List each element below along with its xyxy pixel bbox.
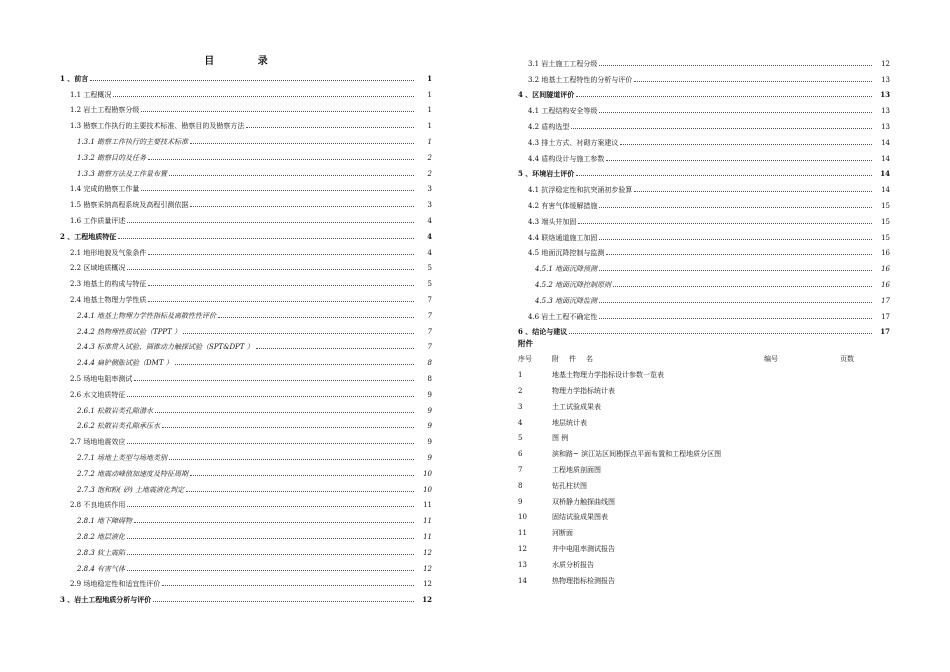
toc-entry-label: 4.6 岩土工程不确定性	[528, 312, 598, 321]
toc-dot-leader	[599, 302, 872, 303]
toc-dot-leader	[141, 190, 414, 191]
toc-entry[interactable]	[60, 509, 432, 525]
appendix-row-number: 14	[518, 576, 527, 585]
toc-entry[interactable]	[518, 115, 890, 131]
appendix-table	[518, 352, 890, 589]
toc-entry-page: 14	[880, 169, 890, 179]
toc-entry-page: 16	[881, 265, 890, 274]
toc-entry-label: 2 、工程地质特征	[60, 231, 117, 241]
toc-entry[interactable]	[60, 83, 432, 99]
appendix-col-name: 附件名	[552, 355, 603, 364]
toc-entry-label: 1.3 勘察工作执行的主要技术标准、勘察目的及勘察方法	[70, 122, 245, 131]
toc-entry-label: 4.4 联络通道施工加固	[528, 233, 598, 242]
toc-entry-label: 2.7.3 饱和粉( 砂) 土地震液化判定	[77, 485, 184, 494]
toc-entry-label: 4.2 有害气体缓解措施	[528, 201, 598, 210]
toc-entry-page: 9	[427, 453, 432, 462]
toc-entry[interactable]	[60, 162, 432, 178]
toc-entry-page: 9	[427, 422, 432, 431]
toc-dot-leader	[606, 254, 872, 255]
toc-entry[interactable]	[518, 52, 890, 68]
toc-dot-leader	[90, 80, 414, 81]
appendix-row-number: 1	[518, 371, 523, 380]
toc-entry-label: 4.5 地面沉降控制与监测	[528, 249, 605, 258]
appendix-row	[518, 542, 890, 558]
toc-entry-label: 6 、结论与建议	[518, 327, 568, 337]
toc-dot-leader	[569, 333, 872, 334]
appendix-row-number: 5	[518, 434, 523, 443]
toc-dot-leader	[148, 254, 414, 255]
appendix-col-code: 编号	[764, 355, 778, 364]
toc-entry[interactable]	[518, 321, 890, 337]
appendix-row-number: 4	[518, 418, 523, 427]
toc-entry[interactable]	[60, 446, 432, 462]
toc-entry[interactable]	[60, 272, 432, 288]
toc-entry-page: 1	[427, 122, 432, 131]
toc-entry-page: 11	[423, 517, 432, 526]
toc-dot-leader	[127, 222, 414, 223]
toc-entry-label: 2.4.4 扁铲侧胀试验（DMT ）	[77, 359, 173, 368]
toc-entry[interactable]	[60, 525, 432, 541]
appendix-row-name: 物理力学指标统计表	[552, 386, 615, 395]
toc-entry-page: 15	[881, 201, 890, 210]
toc-entry-label: 2.8.4 有害气体	[77, 564, 126, 573]
toc-entry[interactable]	[60, 288, 432, 304]
toc-entry-label: 2.8.3 软土震陷	[77, 548, 126, 557]
toc-entry-page: 12	[422, 595, 432, 605]
appendix-row-name: 工程地质剖面图	[552, 465, 601, 474]
toc-dot-leader	[186, 491, 414, 492]
toc-entry[interactable]	[60, 588, 432, 604]
toc-entry-label: 4.2 盾构选型	[528, 122, 570, 131]
toc-entry-label: 1.2 岩土工程勘察分级	[70, 106, 140, 115]
toc-entry-page: 13	[881, 122, 890, 131]
toc-entry-page: 12	[423, 564, 432, 573]
toc-entry-page: 9	[427, 438, 432, 447]
toc-entry-label: 1.6 工作质量评述	[70, 216, 126, 225]
toc-entry-label: 2.4 地基土物理力学性质	[70, 295, 147, 304]
appendix-row-name: 图 例	[552, 434, 569, 443]
toc-entry-page: 7	[427, 311, 432, 320]
toc-entry[interactable]	[518, 226, 890, 242]
toc-dot-leader	[134, 522, 414, 523]
toc-entry-page: 9	[427, 390, 432, 399]
toc-entry-page: 16	[881, 249, 890, 258]
toc-entry[interactable]	[60, 209, 432, 225]
appendix-row-number: 2	[518, 386, 523, 395]
appendix-row-number: 12	[518, 544, 527, 553]
appendix-row-number: 9	[518, 497, 523, 506]
toc-entry[interactable]	[518, 99, 890, 115]
appendix-row-name: 水质分析报告	[552, 560, 594, 569]
toc-dot-leader	[127, 269, 414, 270]
appendix-row-name: 井中电阻率测试报告	[552, 544, 615, 553]
appendix-row	[518, 574, 890, 590]
toc-entry-page: 13	[880, 90, 890, 100]
toc-dot-leader	[599, 112, 872, 113]
appendix-heading: 附件	[518, 339, 533, 349]
toc-entry-page: 14	[881, 154, 890, 163]
toc-entry-label: 2.6.2 松散岩类孔隙承压水	[77, 422, 161, 431]
toc-entry[interactable]	[60, 257, 432, 273]
toc-dot-leader	[127, 443, 414, 444]
toc-entry-label: 4.5.2 地面沉降控制原则	[535, 280, 612, 289]
toc-dot-leader	[620, 144, 872, 145]
appendix-row-name: 钻孔柱状图	[552, 481, 587, 490]
toc-dot-leader	[118, 238, 414, 239]
toc-entry-label: 2.2 区域地质概况	[70, 264, 126, 273]
toc-entry-label: 3 、岩土工程地质分析与评价	[60, 595, 152, 605]
toc-dot-leader	[613, 286, 872, 287]
toc-entry[interactable]	[60, 99, 432, 115]
toc-entry-page: 3	[427, 185, 432, 194]
toc-entry-page: 17	[881, 296, 890, 305]
toc-dot-leader	[256, 348, 414, 349]
toc-dot-leader	[155, 412, 414, 413]
toc-entry-page: 7	[427, 295, 432, 304]
toc-entry[interactable]	[518, 194, 890, 210]
appendix-row-number: 7	[518, 465, 523, 474]
toc-entry[interactable]	[60, 336, 432, 352]
toc-entry[interactable]	[60, 478, 432, 494]
toc-entry-label: 1.5 勘察采纳高程系统及高程引测依据	[70, 201, 189, 210]
toc-entry-page: 3	[427, 201, 432, 210]
toc-entry-page: 4	[427, 216, 432, 225]
toc-entry-page: 12	[423, 580, 432, 589]
toc-entry[interactable]	[518, 178, 890, 194]
appendix-row	[518, 479, 890, 495]
appendix-row-name: 热物理指标检测报告	[552, 576, 615, 585]
toc-dot-leader	[246, 127, 414, 128]
appendix-row	[518, 495, 890, 511]
toc-entry-page: 8	[427, 374, 432, 383]
toc-entry[interactable]	[60, 494, 432, 510]
appendix-row	[518, 416, 890, 432]
toc-entry-label: 2.4.3 标准贯入试验、圆锥动力触探试验（SPT&DPT ）	[77, 343, 254, 352]
toc-entry-page: 17	[880, 327, 890, 337]
toc-dot-leader	[127, 570, 414, 571]
appendix-row	[518, 447, 890, 463]
toc-entry[interactable]	[518, 242, 890, 258]
toc-dot-leader	[571, 128, 872, 129]
toc-entry[interactable]	[60, 541, 432, 557]
toc-entry-page: 2	[427, 153, 432, 162]
toc-entry[interactable]	[60, 430, 432, 446]
toc-entry[interactable]	[60, 130, 432, 146]
toc-dot-leader	[162, 427, 414, 428]
toc-dot-leader	[576, 175, 872, 176]
toc-dot-leader	[153, 601, 414, 602]
toc-dot-leader	[599, 270, 872, 271]
toc-entry-label: 4.1 抗浮稳定性和抗突涌初步验算	[528, 186, 633, 195]
toc-list-right	[518, 52, 890, 589]
toc-dot-leader	[218, 317, 414, 318]
toc-entry-label: 2.4.2 热物理性质试验（TPPT ）	[77, 327, 182, 336]
toc-entry-label: 1 、前言	[60, 73, 89, 83]
toc-dot-leader	[127, 396, 414, 397]
toc-dot-leader	[190, 143, 414, 144]
toc-entry-page: 4	[427, 231, 432, 241]
toc-entry-page: 4	[427, 248, 432, 257]
toc-entry-label: 5 、环境岩土评价	[518, 169, 575, 179]
toc-entry[interactable]	[518, 305, 890, 321]
toc-entry[interactable]	[518, 147, 890, 163]
toc-entry-label: 1.3.1 勘察工作执行的主要技术标准	[77, 137, 189, 146]
toc-entry-page: 7	[427, 327, 432, 336]
toc-entry-page: 11	[423, 532, 432, 541]
toc-entry-page: 5	[427, 280, 432, 289]
appendix-row	[518, 384, 890, 400]
toc-entry-label: 2.7.2 地震动峰值加速度及特征周期	[77, 469, 189, 478]
toc-entry-label: 2.8.2 地层液化	[77, 532, 126, 541]
appendix-row-name: 固结试验成果图表	[552, 513, 608, 522]
toc-dot-leader	[162, 585, 414, 586]
toc-entry-label: 4.3 端头井加固	[528, 217, 577, 226]
toc-entry-label: 4 、区间隧道评价	[518, 90, 575, 100]
appendix-row-name: 土工试验成果表	[552, 402, 601, 411]
toc-entry[interactable]	[60, 573, 432, 589]
toc-entry-label: 2.9 场地稳定性和适宜性评价	[70, 580, 161, 589]
toc-entry-page: 12	[423, 548, 432, 557]
toc-entry-page: 1	[427, 106, 432, 115]
appendix-row	[518, 558, 890, 574]
toc-dot-leader	[127, 554, 414, 555]
appendix-row-number: 13	[518, 560, 527, 569]
toc-entry[interactable]	[60, 351, 432, 367]
toc-dot-leader	[599, 239, 872, 240]
toc-entry-label: 4.5.1 地面沉降预测	[535, 265, 598, 274]
toc-entry-label: 2.8 不良地质作用	[70, 501, 126, 510]
toc-entry-label: 2.5 场地电阻率测试	[70, 374, 133, 383]
toc-dot-leader	[169, 175, 414, 176]
toc-entry-label: 2.4.1 地基土物理力学性指标及离散性性评价	[77, 311, 217, 320]
appendix-row-name: 地基土物理力学指标设计参数一览表	[552, 371, 664, 380]
appendix-row-name: 地层统计表	[552, 418, 587, 427]
toc-entry-label: 4.5.3 地面沉降监测	[535, 296, 598, 305]
toc-entry-label: 2.3 地基土的构成与特征	[70, 280, 147, 289]
toc-entry-page: 15	[881, 233, 890, 242]
toc-entry[interactable]	[60, 146, 432, 162]
toc-entry-label: 1.1 工程概况	[70, 90, 112, 99]
toc-entry-label: 2.7.1 场地土类型与场地类别	[77, 453, 168, 462]
toc-entry-label: 3.1 岩土施工工程分级	[528, 59, 598, 68]
toc-entry-page: 16	[881, 280, 890, 289]
toc-entry-label: 2.6.1 松散岩类孔隙潜水	[77, 406, 154, 415]
toc-entry[interactable]	[518, 84, 890, 100]
toc-entry-page: 14	[881, 186, 890, 195]
toc-dot-leader	[599, 207, 872, 208]
toc-title: 目 录	[204, 56, 288, 67]
toc-entry-label: 3.2 地基土工程特性的分析与评价	[528, 75, 633, 84]
toc-entry[interactable]	[60, 193, 432, 209]
toc-dot-leader	[183, 333, 414, 334]
toc-entry-label: 4.1 工程结构安全等级	[528, 107, 598, 116]
appendix-row-name: 河断面	[552, 529, 573, 538]
toc-entry[interactable]	[60, 225, 432, 241]
toc-entry[interactable]	[60, 241, 432, 257]
toc-dot-leader	[113, 96, 414, 97]
toc-entry-page: 10	[423, 485, 432, 494]
toc-entry[interactable]	[60, 367, 432, 383]
toc-dot-leader	[578, 223, 872, 224]
appendix-row	[518, 431, 890, 447]
toc-dot-leader	[576, 96, 872, 97]
toc-dot-leader	[634, 191, 872, 192]
toc-entry-page: 13	[881, 107, 890, 116]
toc-dot-leader	[190, 206, 414, 207]
toc-dot-leader	[175, 364, 414, 365]
appendix-header-row	[518, 352, 890, 368]
toc-entry-label: 1.3.3 勘察方法及工作量布置	[77, 169, 168, 178]
appendix-row	[518, 400, 890, 416]
toc-entry[interactable]	[518, 163, 890, 179]
toc-dot-leader	[127, 506, 414, 507]
toc-dot-leader	[141, 111, 414, 112]
toc-entry[interactable]	[60, 320, 432, 336]
toc-entry-page: 1	[427, 73, 432, 83]
toc-entry-page: 14	[881, 138, 890, 147]
toc-entry-label: 2.8.1 地下障碍物	[77, 517, 133, 526]
toc-entry[interactable]	[518, 68, 890, 84]
toc-entry[interactable]	[518, 131, 890, 147]
toc-entry-page: 2	[427, 169, 432, 178]
appendix-row-name: 双桥静力触探曲线图	[552, 497, 615, 506]
toc-entry-page: 9	[427, 406, 432, 415]
appendix-row	[518, 368, 890, 384]
toc-dot-leader	[148, 159, 414, 160]
toc-entry[interactable]	[60, 462, 432, 478]
toc-entry-page: 5	[427, 264, 432, 273]
toc-dot-leader	[148, 285, 414, 286]
toc-entry-label: 2.6 水文地质特征	[70, 390, 126, 399]
toc-entry-page: 1	[427, 90, 432, 99]
toc-dot-leader	[127, 538, 414, 539]
appendix-row-number: 10	[518, 513, 527, 522]
toc-dot-leader	[606, 160, 872, 161]
toc-entry[interactable]	[60, 415, 432, 431]
toc-entry[interactable]	[518, 210, 890, 226]
appendix-row-number: 11	[518, 529, 527, 538]
toc-entry-page: 1	[427, 137, 432, 146]
toc-dot-leader	[190, 475, 414, 476]
appendix-col-pages: 页数	[840, 355, 854, 364]
toc-entry-page: 10	[423, 469, 432, 478]
toc-entry-page: 15	[881, 217, 890, 226]
appendix-row	[518, 510, 890, 526]
toc-entry-page: 7	[427, 343, 432, 352]
appendix-row-number: 8	[518, 481, 523, 490]
toc-entry[interactable]	[60, 178, 432, 194]
toc-entry-label: 4.3 排土方式、衬砌方案建议	[528, 138, 619, 147]
toc-dot-leader	[169, 459, 414, 460]
toc-entry[interactable]	[518, 257, 890, 273]
toc-entry[interactable]	[60, 557, 432, 573]
toc-dot-leader	[634, 81, 872, 82]
toc-dot-leader	[599, 65, 872, 66]
appendix-row-number: 3	[518, 402, 523, 411]
toc-entry-label: 2.1 地形地貌及气象条件	[70, 248, 147, 257]
appendix-row-name: 滨和路~ 滨江站区间勘探点平面布置和工程地质分区图	[552, 450, 722, 459]
toc-dot-leader	[134, 380, 414, 381]
toc-entry-label: 1.4 完成的勘察工作量	[70, 185, 140, 194]
toc-entry[interactable]	[60, 304, 432, 320]
appendix-row-number: 6	[518, 450, 523, 459]
toc-entry-page: 17	[881, 312, 890, 321]
appendix-col-number: 序号	[518, 355, 532, 364]
toc-entry-page: 13	[881, 75, 890, 84]
toc-entry[interactable]	[60, 383, 432, 399]
toc-dot-leader	[599, 318, 872, 319]
appendix-row	[518, 463, 890, 479]
toc-entry-label: 2.7 场地地震效应	[70, 438, 126, 447]
toc-entry[interactable]	[60, 399, 432, 415]
toc-entry-label: 1.3.2 勘察目的及任务	[77, 153, 147, 162]
toc-entry[interactable]	[518, 289, 890, 305]
toc-dot-leader	[148, 301, 414, 302]
toc-list-left	[60, 67, 432, 604]
toc-entry[interactable]	[518, 273, 890, 289]
toc-entry-page: 8	[427, 359, 432, 368]
toc-entry-page: 12	[881, 59, 890, 68]
toc-entry[interactable]	[60, 67, 432, 83]
toc-entry-page: 11	[423, 501, 432, 510]
toc-entry[interactable]	[60, 114, 432, 130]
toc-entry-label: 4.4 盾构设计与施工参数	[528, 154, 605, 163]
appendix-row	[518, 526, 890, 542]
